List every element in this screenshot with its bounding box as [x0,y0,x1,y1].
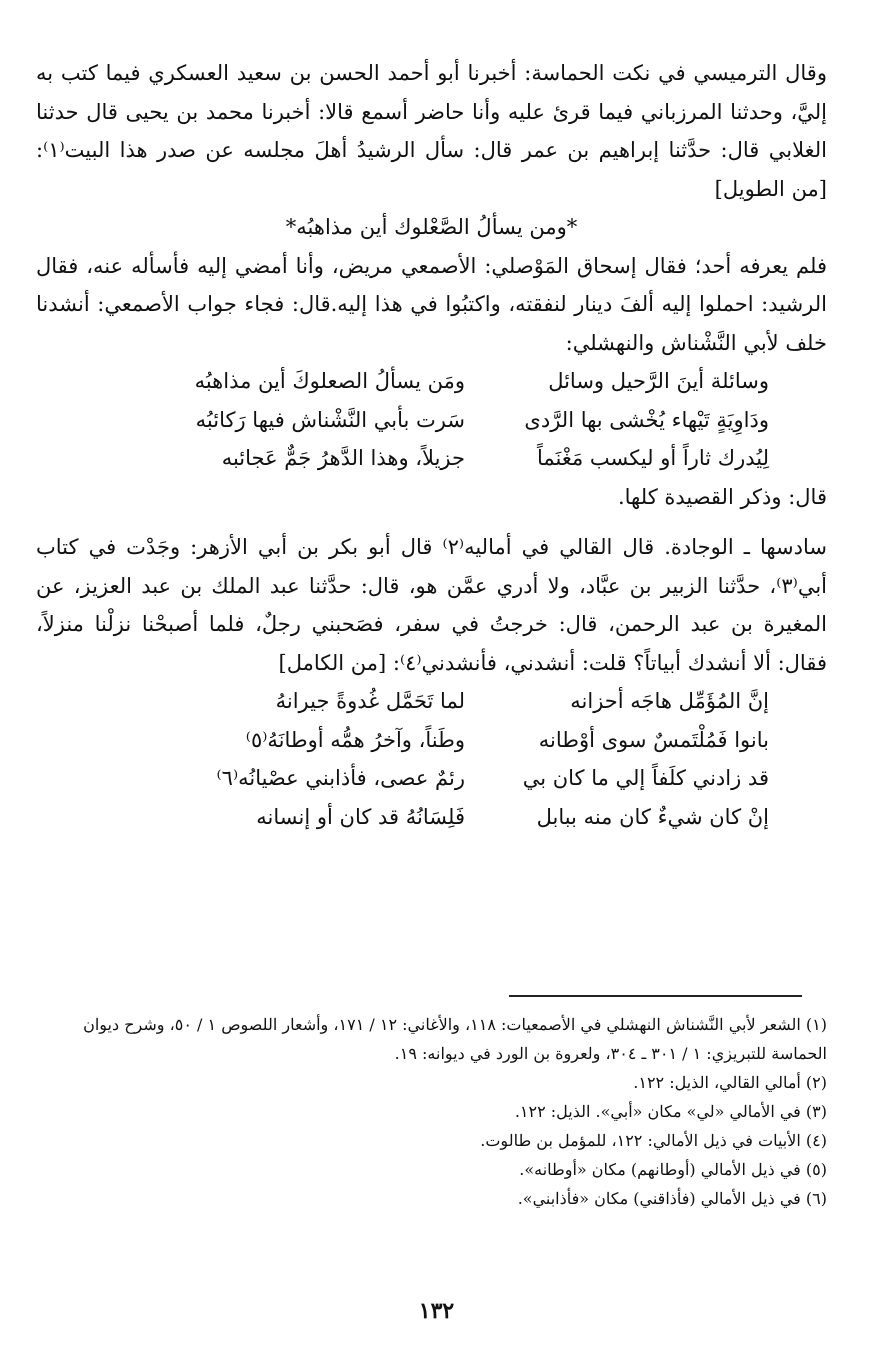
verse-first-hemistich: إنْ كان شيءٌ كان منه ببابل [536,804,769,829]
verse-second-hemistich: ومَن يسألُ الصعلوكَ أين مذاهبُه [194,369,465,393]
paragraph-3: قال: وذكر القصيدة كلها. [617,484,827,509]
verse-first-hemistich: وسائلة أينَ الرَّحيل وسائل [548,369,769,393]
verse-line [36,721,827,760]
footnotes [36,1010,827,1213]
verse-line [36,759,827,798]
footnote: (٣) في الأمالي «لي» مكان «أبي». الذيل: ١٢٢. [514,1102,827,1121]
paragraph-4: سادسها ـ الوجادة. قال القالي في أماليه⁽٢⁾ قال أبو بكر بن أبي الأزهر: وجَدْت في كتاب أبي⁽٣⁾، حدَّثنا الزبير بن عبَّاد، ولا أدري عمَّن هو، قال: حدَّثنا عبد الملك بن عبد العزيز، عن المغيرة بن عبد الرحمن، قال: خرجتُ في سفر، فصَحبني رجلٌ، فلما أصبحْنا نزلْنا منزلاً، فقال: ألا أنشدك أبياتاً؟ قلت: أنشدني، فأنشدني⁽٤⁾: [من الكامل] [36,535,827,675]
verse-second-hemistich: رئمٌ عصى، فأذابني عصْيانُه⁽٦⁾ [216,766,465,790]
main-text [36,54,827,836]
verse-second-hemistich: وطَناً، وآخرُ همُّه أوطانَهُ⁽٥⁾ [245,727,465,752]
verse-first-hemistich: بانوا فَمُلْتَمسٌ سوى أوْطانه [538,727,769,752]
verse-first-hemistich: إنَّ المُؤَمِّل هاجَه أحزانه [570,689,769,713]
verse-second-hemistich: لما تَحَمَّل غُدوةً جيرانهُ [275,689,465,713]
poem-2 [36,682,827,836]
paragraph-2: فلم يعرفه أحد؛ فقال إسحاق المَوْصلي: الأصمعي مريض، وأنا أمضي إليه فأسأله عنه، فقال الرشيد: احملوا إليه ألفَ دينار لنفقته، واكتبُوا في هذا إليه.قال: فجاء جواب الأصمعي: أنشدنا خلف لأبي النَّشْناش والنهشلي: [36,253,827,355]
poem-1 [36,362,827,478]
verse-first-hemistich: قد زادني كلَفاً إلي ما كان بي [522,766,769,790]
footnote: (٥) في ذيل الأمالي (أوطانهم) مكان «أوطانه». [519,1160,827,1179]
verse-first-hemistich: ودَاوِيَةٍ تَيْهاء يُخْشى بها الرَّدى [524,407,769,432]
paragraph-1: وقال الترميسي في نكت الحماسة: أخبرنا أبو أحمد الحسن بن سعيد العسكري فيما كتب به إليَّ، وحدثنا المرزباني فيما قرئ عليه وأنا حاضر أسمع قالا: أخبرنا محمد بن يحيى قال حدثنا الغلابي قال: حدَّثنا إبراهيم بن عمر قال: سأل الرشيدُ أهلَ مجلسه عن صدر هذا البيت⁽١⁾: [من الطويل] [36,61,827,201]
footnote: (٦) في ذيل الأمالي (فأذاقني) مكان «فأذابني». [517,1189,827,1208]
verse-line [36,439,827,478]
verse-hemistich-quote: *ومن يسألُ الصَّعْلوك أين مذاهبُه* [285,215,578,239]
verse-line [36,401,827,440]
footnote: (٤) الأبيات في ذيل الأمالي: ١٢٢، للمؤمل بن طالوت. [480,1131,827,1150]
verse-line [36,362,827,401]
page-number: ١٣٢ [418,1298,455,1324]
verse-second-hemistich: فَلِسَانُهُ قد كان أو إنسانه [256,804,465,829]
verse-second-hemistich: جزيلاً، وهذا الدَّهرُ جَمٌّ عَجائبه [221,446,465,470]
verse-line [36,798,827,837]
verse-line [36,682,827,721]
footnote: (٢) أمالي القالي، الذيل: ١٢٢. [633,1073,827,1092]
verse-second-hemistich: سَرت بأبي النَّشْناش فيها رَكائبُه [195,407,465,432]
footnote-divider [509,995,802,997]
verse-first-hemistich: لِيُدرك ثاراً أو ليكسب مَغْنَماً [536,446,769,470]
footnote: (١) الشعر لأبي النَّشناش النهشلي في الأصمعيات: ١١٨، والأغاني: ١٢ / ١٧١، وأشعار اللصوص ١ / ٥٠، وشرح ديوان الحماسة للتبريزي: ١ / ٣٠١ ـ ٣٠٤، ولعروة بن الورد في ديوانه: ١٩. [83,1015,827,1063]
